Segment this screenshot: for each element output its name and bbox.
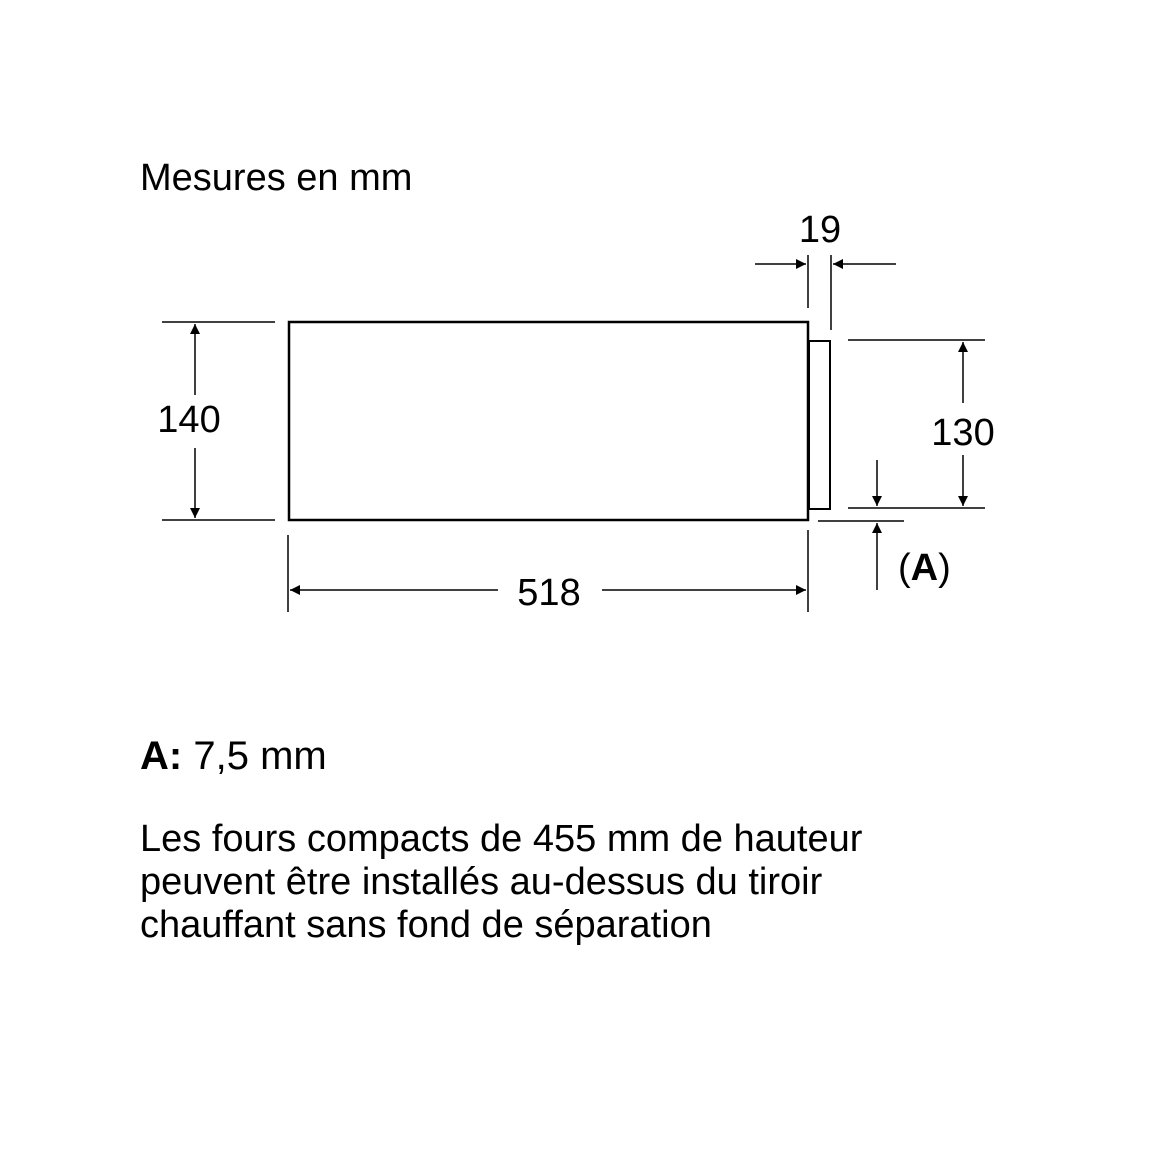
drawer-body <box>289 322 808 520</box>
height-dimension-label: 140 <box>157 399 221 441</box>
installation-note-line: chauffant sans fond de séparation <box>140 904 712 946</box>
legend-a <box>140 732 327 780</box>
width-dimension-label: 518 <box>517 572 581 614</box>
installation-note <box>140 818 862 947</box>
offset-reference-label: (A) <box>898 547 951 589</box>
measurement-unit-caption: Mesures en mm <box>140 157 413 199</box>
drawer-front-panel <box>809 341 830 509</box>
front-dimension-label: 130 <box>931 412 995 454</box>
legend-a-key: A: <box>140 734 183 778</box>
legend-a-value: 7,5 mm <box>193 734 327 778</box>
gap-dimension-label: 19 <box>798 209 842 251</box>
installation-note-line: Les fours compacts de 455 mm de hauteur <box>140 818 863 860</box>
installation-note-line: peuvent être installés au-dessus du tiroir <box>140 861 823 903</box>
